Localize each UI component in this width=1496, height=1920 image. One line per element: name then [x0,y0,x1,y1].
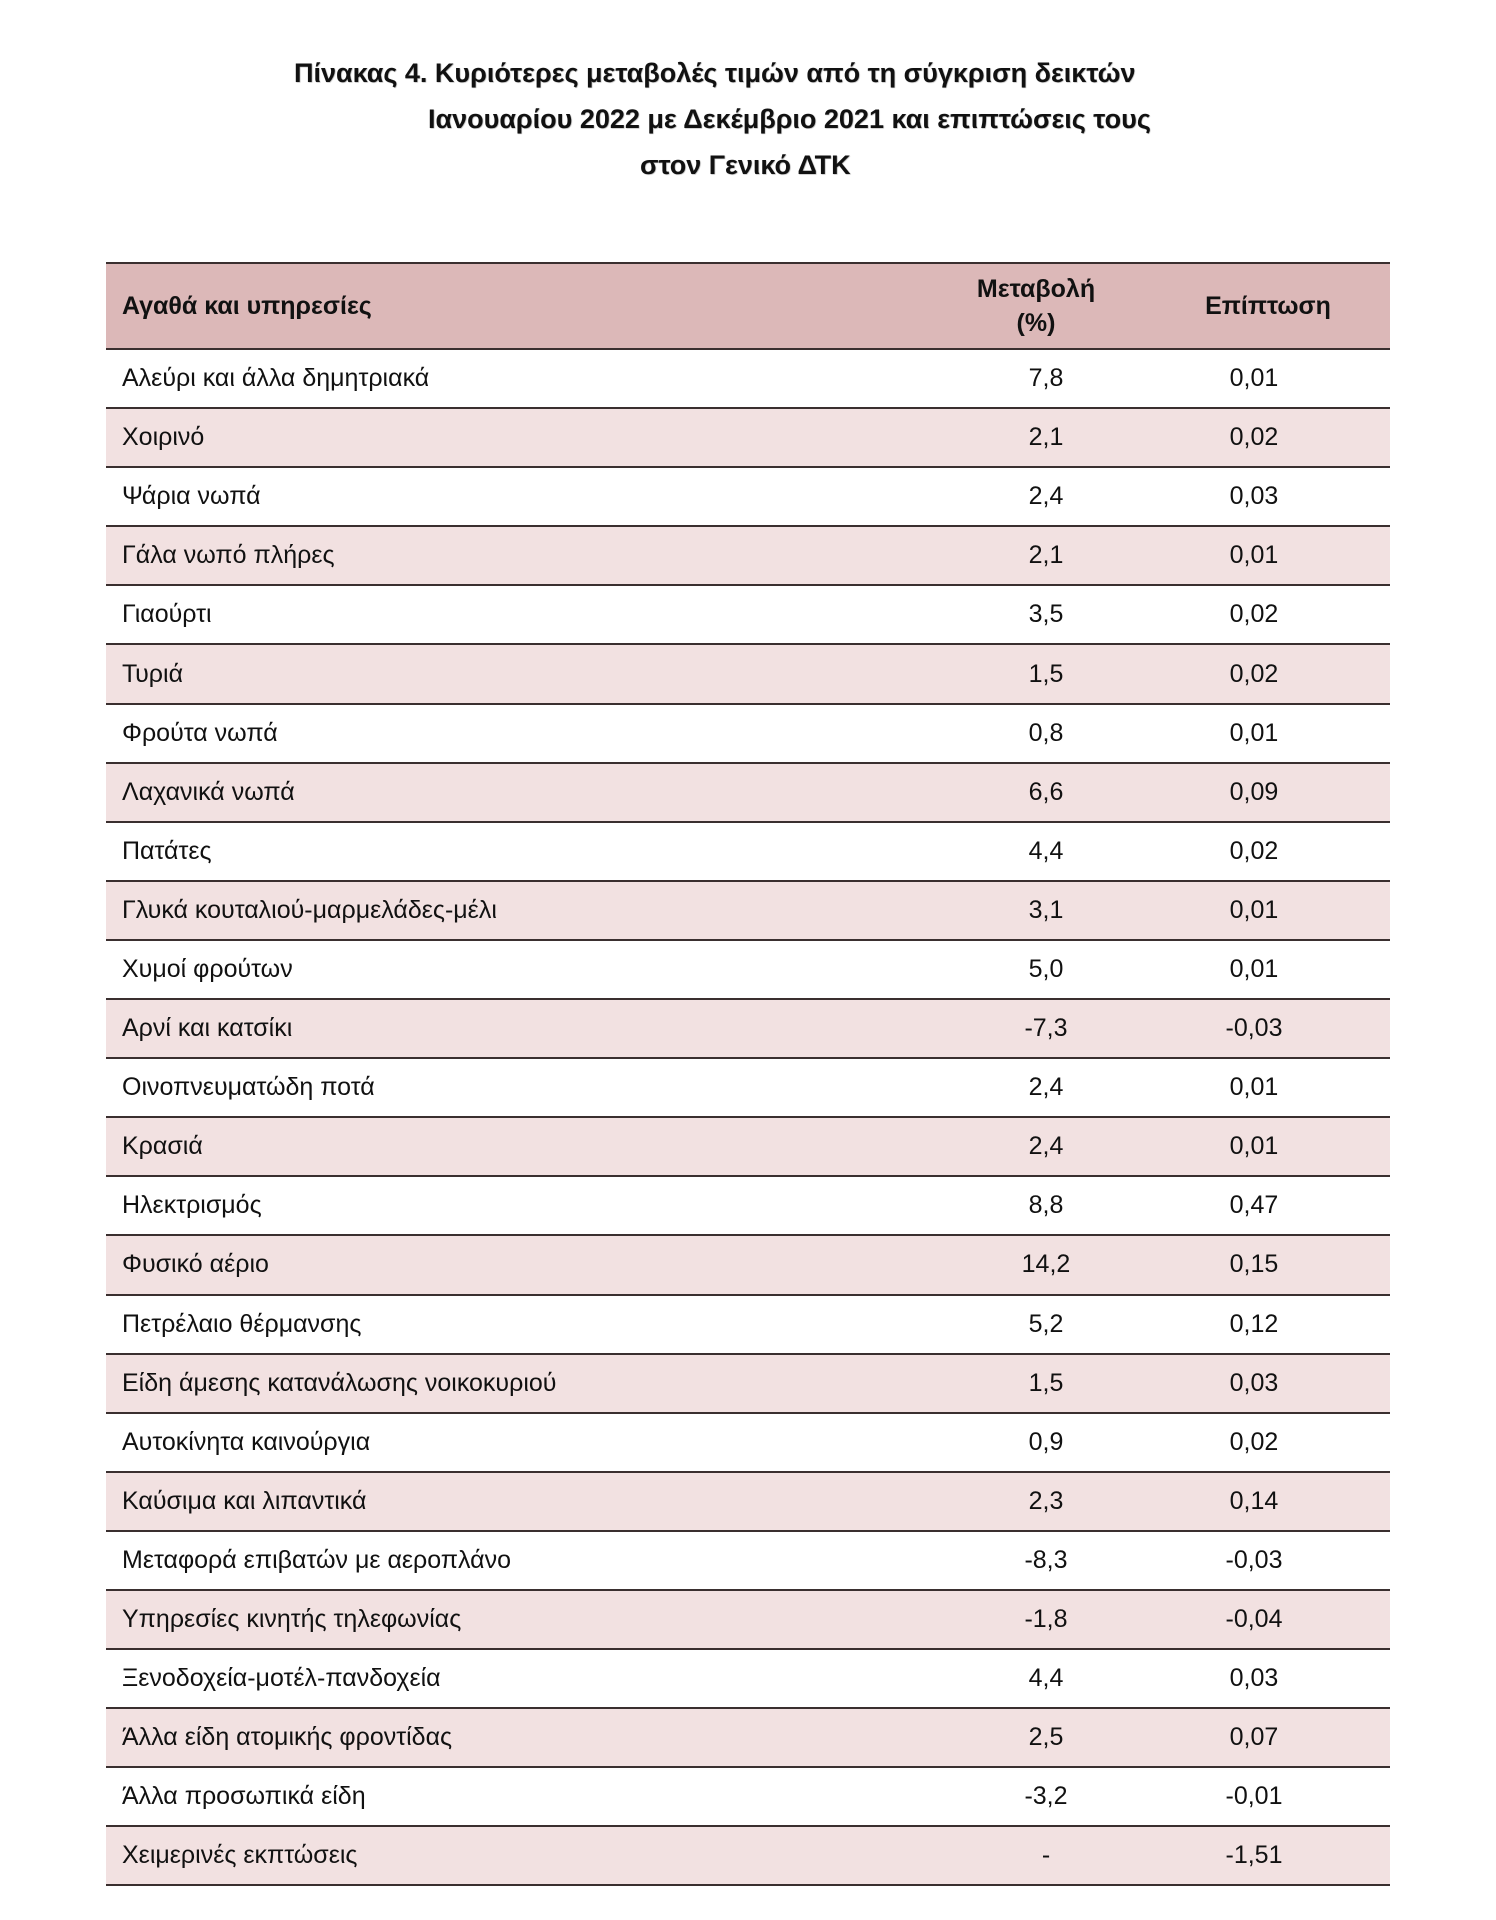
row-impact-cell: 0,03 [1146,1354,1390,1413]
table-row [106,1590,1390,1649]
row-name-cell: Γιαούρτι [106,585,926,644]
row-impact-cell: 0,03 [1146,467,1390,526]
row-name-cell: Ηλεκτρισμός [106,1176,926,1235]
table-row [106,1649,1390,1708]
row-name-cell: Αλεύρι και άλλα δημητριακά [106,349,926,408]
row-change-cell: 1,5 [926,1354,1146,1413]
price-changes-table [106,262,1390,1886]
table-row [106,940,1390,999]
table-body [106,349,1390,1885]
header-change-line1: Μεταβολή [976,275,1096,303]
row-change-cell: 1,5 [926,644,1146,703]
row-impact-cell: 0,12 [1146,1295,1390,1354]
table-row [106,881,1390,940]
table-row [106,1295,1390,1354]
row-name-cell: Αυτοκίνητα καινούργια [106,1413,926,1472]
table-row [106,585,1390,644]
title-line-2: Ιανουαρίου 2022 με Δεκέμβριο 2021 και επιπτώσεις τους [428,104,1151,134]
row-change-cell: 2,4 [926,467,1146,526]
row-name-cell: Πατάτες [106,822,926,881]
row-change-cell: 2,1 [926,526,1146,585]
table-row [106,526,1390,585]
table-row [106,704,1390,763]
row-impact-cell: -0,03 [1146,999,1390,1058]
table-row [106,999,1390,1058]
table-row [106,1708,1390,1767]
table-row [106,763,1390,822]
row-change-cell: 3,5 [926,585,1146,644]
row-impact-cell: -0,01 [1146,1767,1390,1826]
row-impact-cell: 0,01 [1146,940,1390,999]
header-impact: Επίπτωση [1146,263,1390,349]
row-change-cell: -7,3 [926,999,1146,1058]
table-row [106,467,1390,526]
row-change-cell: 2,3 [926,1472,1146,1531]
row-impact-cell: 0,14 [1146,1472,1390,1531]
row-name-cell: Είδη άμεσης κατανάλωσης νοικοκυριού [106,1354,926,1413]
table-row [106,1413,1390,1472]
row-impact-cell: 0,01 [1146,704,1390,763]
row-name-cell: Φρούτα νωπά [106,704,926,763]
row-name-cell: Χυμοί φρούτων [106,940,926,999]
row-change-cell: 2,4 [926,1058,1146,1117]
row-change-cell: 14,2 [926,1235,1146,1294]
row-impact-cell: 0,02 [1146,408,1390,467]
title-line-3: στον Γενικό ΔΤΚ [640,150,851,180]
row-impact-cell: 0,01 [1146,526,1390,585]
title-line-1: Πίνακας 4. Κυριότερες μεταβολές τιμών από τη σύγκριση δεικτών [294,58,1136,88]
row-name-cell: Οινοπνευματώδη ποτά [106,1058,926,1117]
row-change-cell: 5,2 [926,1295,1146,1354]
table-row [106,644,1390,703]
row-change-cell: 0,8 [926,704,1146,763]
table-row [106,822,1390,881]
row-name-cell: Πετρέλαιο θέρμανσης [106,1295,926,1354]
row-impact-cell: 0,09 [1146,763,1390,822]
table-row [106,349,1390,408]
table-row [106,1826,1390,1885]
row-impact-cell: -1,51 [1146,1826,1390,1885]
row-impact-cell: 0,47 [1146,1176,1390,1235]
row-change-cell: 8,8 [926,1176,1146,1235]
row-change-cell: 5,0 [926,940,1146,999]
table-row [106,1472,1390,1531]
row-name-cell: Αρνί και κατσίκι [106,999,926,1058]
row-impact-cell: -0,04 [1146,1590,1390,1649]
row-name-cell: Ξενοδοχεία-μοτέλ-πανδοχεία [106,1649,926,1708]
header-goods-services: Αγαθά και υπηρεσίες [106,263,926,349]
row-change-cell: 0,9 [926,1413,1146,1472]
row-name-cell: Χοιρινό [106,408,926,467]
row-name-cell: Χειμερινές εκπτώσεις [106,1826,926,1885]
header-change [926,263,1146,349]
row-change-cell: -3,2 [926,1767,1146,1826]
row-change-cell: 6,6 [926,763,1146,822]
row-name-cell: Υπηρεσίες κινητής τηλεφωνίας [106,1590,926,1649]
row-change-cell: -8,3 [926,1531,1146,1590]
row-impact-cell: 0,03 [1146,1649,1390,1708]
row-change-cell: 2,4 [926,1117,1146,1176]
table-row [106,1058,1390,1117]
row-impact-cell: 0,02 [1146,644,1390,703]
row-change-cell: 2,5 [926,1708,1146,1767]
row-impact-cell: 0,01 [1146,1058,1390,1117]
row-impact-cell: 0,01 [1146,881,1390,940]
row-impact-cell: 0,02 [1146,1413,1390,1472]
row-change-cell: 3,1 [926,881,1146,940]
table-row [106,1354,1390,1413]
row-name-cell: Τυριά [106,644,926,703]
row-impact-cell: 0,02 [1146,822,1390,881]
row-name-cell: Κρασιά [106,1117,926,1176]
row-name-cell: Γάλα νωπό πλήρες [106,526,926,585]
row-change-cell: 7,8 [926,349,1146,408]
row-name-cell: Ψάρια νωπά [106,467,926,526]
row-impact-cell: 0,07 [1146,1708,1390,1767]
table-row [106,1176,1390,1235]
row-change-cell: 2,1 [926,408,1146,467]
row-impact-cell: 0,01 [1146,349,1390,408]
row-impact-cell: 0,15 [1146,1235,1390,1294]
row-impact-cell: -0,03 [1146,1531,1390,1590]
table-row [106,1235,1390,1294]
table-row [106,408,1390,467]
row-change-cell: -1,8 [926,1590,1146,1649]
table-row [106,1117,1390,1176]
row-name-cell: Γλυκά κουταλιού-μαρμελάδες-μέλι [106,881,926,940]
row-impact-cell: 0,02 [1146,585,1390,644]
row-change-cell: - [926,1826,1146,1885]
row-name-cell: Φυσικό αέριο [106,1235,926,1294]
table-row [106,1767,1390,1826]
row-name-cell: Άλλα είδη ατομικής φροντίδας [106,1708,926,1767]
header-row [106,263,1390,349]
row-name-cell: Καύσιμα και λιπαντικά [106,1472,926,1531]
row-impact-cell: 0,01 [1146,1117,1390,1176]
row-name-cell: Μεταφορά επιβατών με αεροπλάνο [106,1531,926,1590]
row-change-cell: 4,4 [926,822,1146,881]
row-name-cell: Λαχανικά νωπά [106,763,926,822]
table-title [0,52,1496,202]
header-change-line2: (%) [1016,309,1056,337]
row-change-cell: 4,4 [926,1649,1146,1708]
table-row [106,1531,1390,1590]
row-name-cell: Άλλα προσωπικά είδη [106,1767,926,1826]
